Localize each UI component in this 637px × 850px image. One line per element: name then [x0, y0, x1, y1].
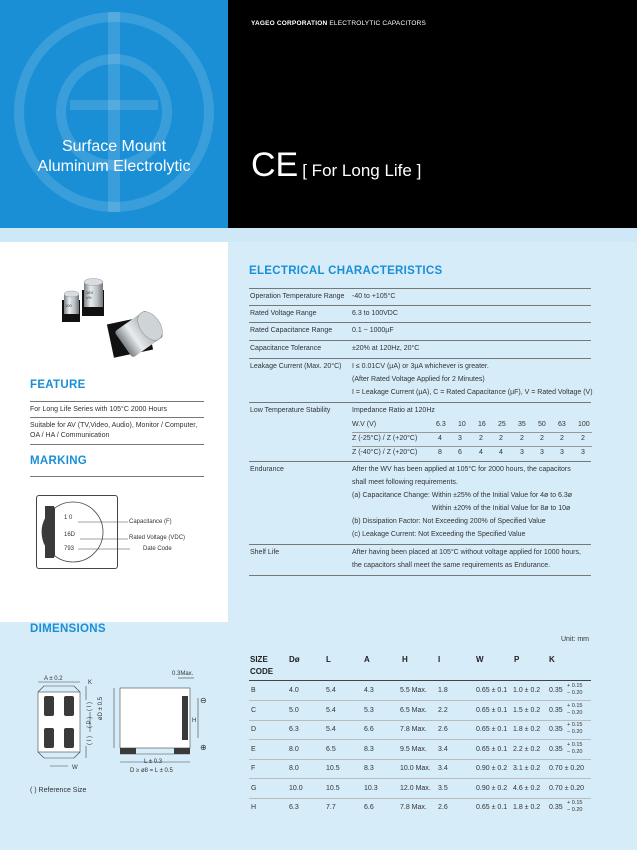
et-leakage-line-3: I = Leakage Current (µA), C = Rated Capacitance (µF), V = Rated Voltage (V)	[352, 389, 593, 396]
et-label-rated-capacitance: Rated Capacitance Range	[250, 327, 333, 334]
dim-header-h: H	[402, 655, 408, 664]
et-low-temp-heading: Impedance Ratio at 120Hz	[352, 407, 435, 414]
et-value-operating-temp: -40 to +105°C	[352, 293, 396, 300]
dim-cell-a: 8.3	[364, 745, 374, 753]
et-value-tolerance: ±20% at 120Hz, 20°C	[352, 345, 420, 352]
dim-cell-d: 8.0	[289, 765, 299, 772]
dim-cell-l: 10.5	[326, 765, 340, 772]
dim-cell-w: 0.65 ± 0.1	[476, 745, 508, 753]
low-temp-r2-6: 3	[560, 449, 564, 456]
dim-cell-a: 8.3	[364, 765, 374, 772]
dim-cell-d: 6.3	[289, 804, 299, 811]
low-temp-divider-1	[352, 432, 592, 433]
et-endurance-line-5: (b) Dissipation Factor: Not Exceeding 200% of Specified Value	[352, 518, 546, 525]
dim-label-i-top: ( I )	[87, 702, 93, 711]
dim-row-divider	[249, 798, 591, 799]
et-divider-8	[249, 575, 591, 576]
low-temp-v-7: 100	[578, 421, 590, 428]
low-temp-r1-5: 2	[540, 435, 544, 442]
et-leakage-line-2: (After Rated Voltage Applied for 2 Minutes)	[352, 376, 485, 383]
dim-row-divider	[249, 700, 591, 701]
header-blue-block	[0, 0, 228, 228]
low-temp-r1-4: 2	[520, 435, 524, 442]
capacitor-medium	[82, 279, 104, 317]
dim-label-w: W	[72, 765, 78, 771]
photo-label-vh: VH	[86, 295, 92, 300]
dim-cell-k: 0.35	[549, 687, 563, 694]
dim-row-divider	[249, 778, 591, 779]
dim-cell-l: 6.5	[326, 745, 336, 753]
marking-label-volt: Rated Voltage (VDC)	[129, 535, 186, 541]
dim-cell-w: 0.65 ± 0.1	[476, 706, 508, 714]
dim-header-w: W	[476, 655, 484, 664]
capacitor-large-lying	[107, 307, 167, 358]
dim-cell-a: 5.3	[364, 706, 374, 714]
dim-cell-a: 6.6	[364, 726, 374, 733]
et-endurance-line-6: (c) Leakage Current: Not Exceeding the Specified Value	[352, 531, 526, 538]
marking-cap-value: 1 0	[64, 515, 73, 521]
dim-cell-k: 0.70 ± 0.20	[549, 765, 584, 772]
dim-k-tol-down: − 0.20	[567, 690, 583, 696]
low-temp-r2-0: 8	[438, 449, 442, 456]
dim-cell-h: 9.5 Max.	[400, 745, 427, 753]
dim-k-tol-up: + 0.15	[567, 722, 583, 728]
marking-title: MARKING	[30, 455, 88, 467]
low-temp-r1-3: 2	[499, 435, 503, 442]
dim-label-a: A ± 0.2	[44, 676, 63, 682]
electrical-title: ELECTRICAL CHARACTERISTICS	[249, 265, 443, 277]
header-black-block	[228, 0, 637, 228]
dim-cell-size: G	[251, 784, 257, 792]
dim-header-p: P	[514, 655, 520, 664]
subtitle-line-1: Surface Mount	[61, 138, 167, 155]
marking-date-code: 793	[64, 546, 75, 552]
dim-k-tol-up: + 0.15	[567, 741, 583, 748]
corporation-line	[251, 20, 426, 27]
dimensions-title: DIMENSIONS	[30, 623, 106, 635]
dim-cell-i: 3.4	[438, 745, 448, 753]
dim-label-od: øD ± 0.5	[98, 697, 104, 720]
dim-cell-l: 7.7	[326, 804, 336, 811]
low-temp-v-4: 35	[518, 421, 526, 428]
marking-divider	[30, 476, 204, 477]
low-temp-r1-6: 2	[560, 435, 564, 442]
dim-cell-h: 6.5 Max.	[400, 706, 427, 714]
low-temp-r1-7: 2	[581, 435, 585, 442]
marking-leader-lines	[60, 515, 130, 555]
dim-header-a: A	[364, 655, 370, 664]
dim-cell-p: 3.1 ± 0.2	[513, 765, 541, 772]
dim-row-divider	[249, 720, 591, 721]
dim-cell-l: 10.5	[326, 784, 340, 792]
dim-label-i-bottom: ( I )	[87, 736, 93, 745]
dim-label-l: L ± 0.3	[144, 759, 163, 765]
dim-cell-i: 1.8	[438, 687, 448, 694]
feature-divider-3	[30, 444, 204, 445]
et-divider-2	[249, 322, 591, 323]
dim-k-tol-up: + 0.15	[567, 702, 583, 709]
dim-label-k: K	[88, 680, 93, 686]
low-temp-r1-2: 2	[479, 435, 483, 442]
minus-terminal-icon: ⊖	[200, 696, 207, 705]
dim-cell-w: 0.65 ± 0.1	[476, 726, 508, 733]
dim-k-tol-up: + 0.15	[567, 800, 583, 806]
series-note: [ For Long Life ]	[302, 161, 422, 180]
dim-cell-w: 0.90 ± 0.2	[476, 784, 508, 792]
dim-cell-k: 0.70 ± 0.20	[549, 784, 584, 792]
dim-cell-size: E	[251, 745, 256, 753]
dim-cell-a: 10.3	[364, 784, 378, 792]
header-strip	[0, 228, 637, 242]
dim-cell-p: 4.6 ± 0.2	[513, 784, 541, 792]
low-temp-r2-5: 3	[540, 449, 544, 456]
dim-cell-i: 2.6	[438, 726, 448, 733]
subtitle-line-2: Aluminum Electrolytic	[37, 158, 191, 175]
dim-k-tol-down: − 0.20	[567, 709, 583, 716]
dim-cell-h: 7.8 Max.	[400, 726, 427, 733]
dim-cell-a: 4.3	[364, 687, 374, 694]
dim-cell-size: F	[251, 765, 256, 772]
feature-item-2b: OA / HA / Communication	[30, 432, 110, 439]
dim-header-l: L	[326, 655, 331, 664]
dim-k-tol-down: − 0.20	[567, 729, 583, 735]
et-label-rated-voltage: Rated Voltage Range	[250, 310, 317, 317]
dim-cell-p: 1.8 ± 0.2	[513, 804, 541, 811]
dim-cell-h: 5.5 Max.	[400, 687, 427, 694]
dim-cell-a: 6.6	[364, 804, 374, 811]
low-temp-v-0: 6.3	[436, 421, 446, 428]
feature-divider-1	[30, 401, 204, 402]
low-temp-v-5: 50	[538, 421, 546, 428]
low-temp-divider-2	[352, 446, 592, 447]
dim-cell-i: 3.4	[438, 765, 448, 772]
dim-cell-h: 7.8 Max.	[400, 804, 427, 811]
dim-cell-w: 0.90 ± 0.2	[476, 765, 508, 772]
low-temp-row-2-label: Z (-40°C) / Z (+20°C)	[352, 449, 418, 456]
low-temp-wv-label: W.V (V)	[352, 421, 377, 428]
dim-cell-d: 10.0	[289, 784, 303, 792]
et-label-tolerance: Capacitance Tolerance	[250, 345, 322, 352]
dim-cell-p: 1.0 ± 0.2	[513, 687, 541, 694]
low-temp-r2-1: 6	[458, 449, 462, 456]
photo-label-volt: 16V	[86, 290, 94, 295]
et-divider-3	[249, 340, 591, 341]
dim-header-line	[249, 680, 591, 681]
logo-watermark-crossbar	[70, 100, 158, 110]
et-endurance-line-3: (a) Capacitance Change: Within ±25% of the Initial Value for 4ø to 6.3ø	[352, 492, 573, 499]
dim-cell-i: 2.2	[438, 706, 448, 714]
et-divider-4	[249, 358, 591, 359]
et-divider-1	[249, 305, 591, 306]
low-temp-r2-2: 4	[479, 449, 483, 456]
dim-cell-p: 2.2 ± 0.2	[513, 745, 541, 753]
low-temp-row-1-label: Z (-25°C) / Z (+20°C)	[352, 435, 418, 442]
et-divider-6	[249, 461, 591, 462]
reference-size-note: ( ) Reference Size	[30, 787, 87, 794]
series-code: CE	[251, 146, 299, 184]
dim-header-d: Dø	[289, 655, 300, 664]
dim-cell-k: 0.35	[549, 804, 563, 811]
et-leakage-line-1: I ≤ 0.01CV (µA) or 3µA whichever is greater.	[352, 363, 489, 370]
dim-k-tol-down: − 0.20	[567, 748, 583, 755]
et-label-shelf-life: Shelf Life	[250, 549, 280, 556]
dim-label-dl: D ≥ ø8 = L ± 0.5	[130, 768, 173, 774]
dim-cell-size: C	[251, 706, 257, 714]
dim-cell-w: 0.65 ± 0.1	[476, 804, 508, 811]
et-label-operating-temp: Operation Temperature Range	[250, 293, 345, 300]
dim-row-divider	[249, 739, 591, 740]
low-temp-r1-1: 3	[458, 435, 462, 442]
et-shelf-line-2: the capacitors shall meet the same requirements as Endurance.	[352, 562, 551, 569]
marking-label-cap: Capacitance (F)	[129, 519, 172, 525]
marking-label-code: Date Code	[143, 546, 172, 552]
capacitor-photo	[50, 274, 190, 364]
dim-cell-size: D	[251, 726, 257, 733]
capacitor-small-left	[62, 291, 80, 322]
corporation-name: YAGEO CORPORATION	[251, 20, 328, 27]
dim-cell-d: 4.0	[289, 687, 299, 694]
et-endurance-line-2: shall meet following requirements.	[352, 479, 458, 486]
dim-cell-k: 0.35	[549, 745, 563, 753]
low-temp-v-6: 63	[558, 421, 566, 428]
dim-cell-k: 0.35	[549, 726, 563, 733]
dim-header-size: SIZE	[250, 655, 268, 664]
dim-cell-w: 0.65 ± 0.1	[476, 687, 508, 694]
feature-item-2a: Suitable for AV (TV,Video, Audio), Monitor / Computer,	[30, 422, 198, 429]
feature-title: FEATURE	[30, 379, 86, 391]
dim-cell-size: B	[251, 687, 256, 694]
dim-cell-k: 0.35	[549, 706, 563, 714]
dim-label-p: ( P )	[87, 716, 93, 728]
dimensions-unit: Unit: mm	[561, 636, 589, 643]
dim-cell-d: 5.0	[289, 706, 299, 714]
dim-row-divider	[249, 759, 591, 760]
et-value-rated-voltage: 6.3 to 100VDC	[352, 310, 398, 317]
et-label-low-temp: Low Temperature Stability	[250, 407, 331, 414]
dim-k-tol-down: − 0.20	[567, 807, 583, 813]
low-temp-r2-4: 3	[520, 449, 524, 456]
dim-label-max: 0.3Max.	[172, 671, 194, 677]
logo-watermark-bar	[108, 12, 120, 212]
low-temp-v-2: 16	[478, 421, 486, 428]
feature-divider-2	[30, 417, 204, 418]
dim-cell-l: 5.4	[326, 706, 336, 714]
marking-volt-value: 16D	[64, 532, 76, 538]
dim-header-i: I	[438, 655, 441, 664]
dim-header-k: K	[549, 655, 555, 664]
dim-k-tol-up: + 0.15	[567, 683, 583, 689]
dim-cell-h: 10.0 Max.	[400, 765, 431, 772]
dim-cell-d: 8.0	[289, 745, 299, 753]
plus-terminal-icon: ⊕	[200, 743, 207, 752]
photo-label-cap: 100	[65, 303, 72, 308]
et-label-endurance: Endurance	[250, 466, 284, 473]
et-endurance-line-1: After the WV has been applied at 105°C for 2000 hours, the capacitors	[352, 466, 571, 473]
dim-cell-p: 1.5 ± 0.2	[513, 706, 541, 714]
et-value-rated-capacitance: 0.1 ~ 1000µF	[352, 327, 394, 334]
et-label-leakage: Leakage Current (Max. 20°C)	[250, 363, 342, 370]
et-divider-5	[249, 402, 591, 403]
low-temp-r2-3: 4	[499, 449, 503, 456]
low-temp-v-3: 25	[498, 421, 506, 428]
dim-cell-size: H	[251, 804, 257, 811]
dim-cell-l: 5.4	[326, 687, 336, 694]
feature-item-1: For Long Life Series with 105°C 2000 Hours	[30, 406, 168, 413]
dim-cell-l: 5.4	[326, 726, 336, 733]
et-divider-7	[249, 544, 591, 545]
low-temp-r1-0: 4	[438, 435, 442, 442]
dim-header-code: CODE	[250, 667, 274, 676]
dim-cell-i: 3.5	[438, 784, 448, 792]
dim-cell-h: 12.0 Max.	[400, 784, 431, 792]
dim-cell-i: 2.6	[438, 804, 448, 811]
et-divider-0	[249, 288, 591, 289]
dim-cell-d: 6.3	[289, 726, 299, 733]
et-endurance-line-4: Within ±20% of the Initial Value for 8ø to 10ø	[432, 505, 571, 512]
low-temp-v-1: 10	[458, 421, 466, 428]
dim-label-h: H	[192, 718, 197, 724]
series-title	[251, 146, 421, 185]
et-shelf-line-1: After having been placed at 105°C without voltage applied for 1000 hours,	[352, 549, 581, 556]
dim-cell-p: 1.8 ± 0.2	[513, 726, 541, 733]
corporation-subline: ELECTROLYTIC CAPACITORS	[329, 20, 427, 27]
low-temp-r2-7: 3	[581, 449, 585, 456]
